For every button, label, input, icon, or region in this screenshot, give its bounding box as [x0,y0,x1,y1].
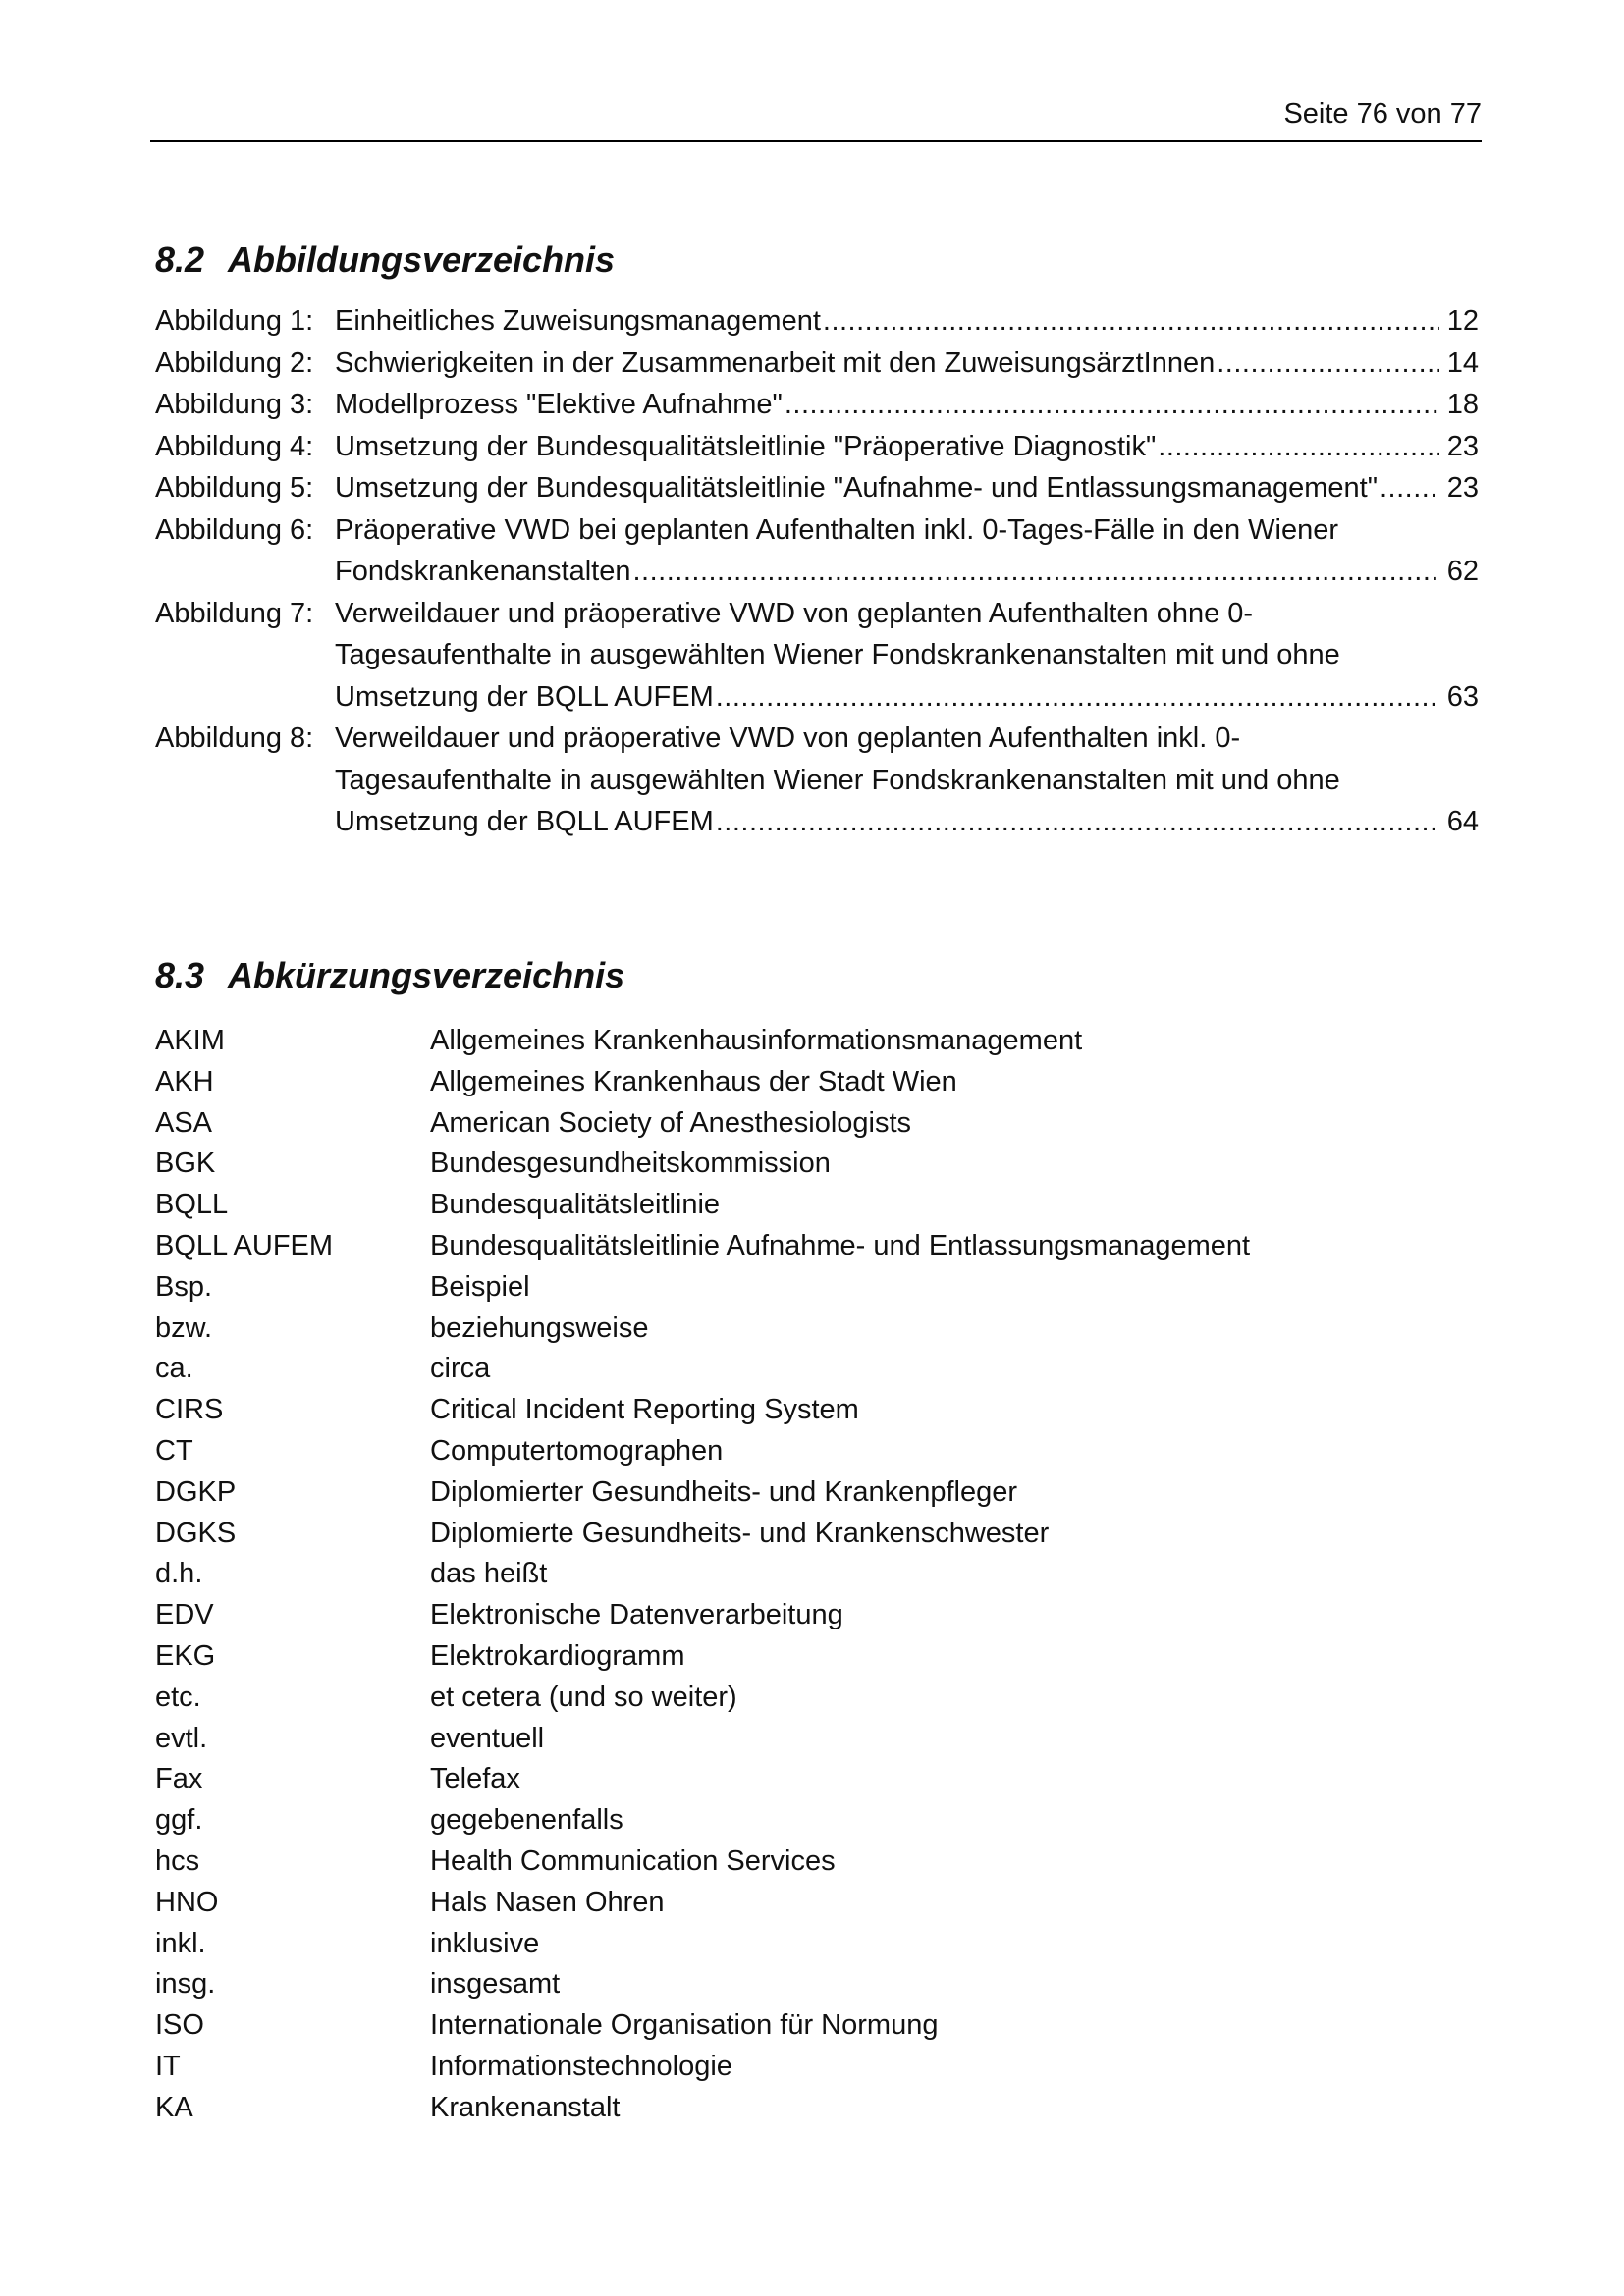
abbreviations-section-heading [155,952,624,999]
figure-caption-line: Verweildauer und präoperative VWD von geplanten Aufenthalten inkl. 0- [335,722,1241,754]
figure-caption-line: Präoperative VWD bei geplanten Aufenthalten inkl. 0-Tages-Fälle in den Wiener [335,513,1339,546]
figure-entry[interactable] [155,343,1479,385]
abbreviation-meaning: Diplomierter Gesundheits- und Krankenpfleger [430,1475,1018,1508]
abbreviation-row [155,1431,1471,1472]
abbreviation-row [155,1883,1471,1924]
figure-entry[interactable] [155,593,1479,719]
dot-leader [1380,467,1439,509]
abbreviation-row [155,1062,1471,1103]
figure-label: Abbildung 7: [155,597,314,629]
figure-caption-line: Umsetzung der BQLL AUFEM [335,806,714,837]
abbreviation-row [155,1267,1471,1308]
figure-page-number: 23 [1446,472,1479,504]
abbreviation-meaning: Allgemeines Krankenhausinformationsmanagement [430,1025,1083,1056]
abbreviation: bzw. [155,1311,213,1344]
abbreviation: ASA [155,1106,213,1139]
abbreviation: IT [155,2050,181,2082]
figure-page-number: 64 [1446,806,1479,837]
abbreviation-row [155,1964,1471,2005]
abbreviation-meaning: Elektronische Datenverarbeitung [430,1599,843,1631]
abbreviation-row [155,1636,1471,1678]
figure-label: Abbildung 8: [155,722,314,754]
figures-section-title: Abbildungsverzeichnis [228,240,616,280]
figure-page-number: 18 [1446,389,1479,420]
abbreviation: etc. [155,1681,201,1713]
abbreviation: insg. [155,1968,216,2001]
figure-entry[interactable] [155,718,1479,843]
figure-page-number: 14 [1446,347,1479,379]
dot-leader [716,676,1439,719]
abbreviation-row [155,1103,1471,1145]
figure-caption-line: Fondskrankenanstalten [335,556,631,587]
figures-section-number: 8.2 [155,240,205,280]
abbreviation: evtl. [155,1722,208,1754]
figure-label: Abbildung 3: [155,389,314,420]
header-rule [150,140,1482,142]
abbreviation-meaning: beziehungsweise [430,1311,649,1344]
abbreviation: KA [155,2091,193,2123]
abbreviation-meaning: Critical Incident Reporting System [430,1394,859,1426]
dot-leader [1217,343,1439,385]
figure-caption-line: Umsetzung der Bundesqualitätsleitlinie "Aufnahme- und Entlassungsmanagement" [335,472,1378,504]
abbreviation: ISO [155,2009,204,2042]
dot-leader [716,801,1439,843]
abbreviation-row [155,1759,1471,1800]
abbreviation-meaning: Bundesqualitätsleitlinie [430,1189,721,1221]
figure-caption-line: Einheitliches Zuweisungsmanagement [335,305,821,337]
abbreviation-row [155,1144,1471,1185]
abbreviation-meaning: Informationstechnologie [430,2050,732,2082]
abbreviation-row [155,1390,1471,1431]
abbreviation-meaning: insgesamt [430,1968,561,2001]
abbreviation-meaning: American Society of Anesthesiologists [430,1106,912,1139]
abbreviation-row [155,2047,1471,2088]
figure-page-number: 23 [1446,430,1479,462]
page-number-header: Seite 76 von 77 [1283,98,1482,130]
abbreviation: EKG [155,1639,216,1672]
figure-caption-line: Schwierigkeiten in der Zusammenarbeit mit den ZuweisungsärztInnen [335,347,1216,379]
figure-page-number: 63 [1446,680,1479,713]
figure-page-number: 62 [1446,556,1479,587]
abbreviation: CIRS [155,1394,224,1426]
abbreviation-row [155,1226,1471,1267]
abbreviation: HNO [155,1886,219,1918]
figure-entry[interactable] [155,384,1479,426]
abbreviations-section-number: 8.3 [155,955,205,995]
abbreviation-row [155,1349,1471,1390]
figure-label: Abbildung 5: [155,472,314,504]
figure-caption-line: Modellprozess "Elektive Aufnahme" [335,389,783,420]
abbreviation-meaning: Beispiel [430,1270,530,1303]
figure-entry[interactable] [155,467,1479,509]
figure-label: Abbildung 2: [155,347,314,379]
abbreviation-meaning: Bundesgesundheitskommission [430,1148,831,1180]
abbreviation-row [155,2088,1471,2129]
abbreviation-meaning: Bundesqualitätsleitlinie Aufnahme- und Entlassungsmanagement [430,1229,1251,1261]
figure-caption-line: Umsetzung der BQLL AUFEM [335,680,714,713]
abbreviation: ggf. [155,1804,203,1837]
abbreviation-meaning: inklusive [430,1927,540,1959]
abbreviation: BQLL [155,1189,229,1221]
abbreviation-row [155,1719,1471,1760]
dot-leader [1158,426,1439,468]
figure-caption-line: Tagesaufenthalte in ausgewählten Wiener Fondskrankenanstalten mit und ohne [335,639,1340,670]
abbreviations-section-title: Abkürzungsverzeichnis [228,955,625,995]
abbreviation-row [155,1678,1471,1719]
abbreviation-row [155,1472,1471,1514]
figures-section-heading [155,237,615,284]
abbreviation-meaning: eventuell [430,1722,545,1754]
figure-label: Abbildung 1: [155,305,314,337]
abbreviation-meaning: circa [430,1353,491,1385]
dot-leader [785,384,1439,426]
abbreviation: Bsp. [155,1270,213,1303]
abbreviation: DGKP [155,1475,237,1508]
figure-entry[interactable] [155,300,1479,343]
figure-caption-line: Verweildauer und präoperative VWD von geplanten Aufenthalten ohne 0- [335,597,1254,629]
dot-leader [823,300,1439,343]
figure-page-number: 12 [1446,305,1479,337]
abbreviation-meaning: Telefax [430,1763,520,1795]
abbreviation: AKIM [155,1025,225,1056]
abbreviation-meaning: Allgemeines Krankenhaus der Stadt Wien [430,1065,957,1097]
abbreviation-meaning: Diplomierte Gesundheits- und Krankenschwester [430,1517,1050,1549]
abbreviation: CT [155,1434,193,1467]
abbreviation-list [155,1021,1471,2129]
abbreviation-meaning: gegebenenfalls [430,1804,623,1837]
abbreviation-meaning: Health Communication Services [430,1844,836,1877]
figure-label: Abbildung 6: [155,513,314,546]
abbreviation-row [155,1554,1471,1595]
figure-caption-line: Umsetzung der Bundesqualitätsleitlinie "Präoperative Diagnostik" [335,430,1157,462]
abbreviation: inkl. [155,1927,206,1959]
abbreviation-meaning: Computertomographen [430,1434,724,1467]
abbreviation-meaning: das heißt [430,1558,548,1590]
abbreviation-row [155,1308,1471,1350]
abbreviation-meaning: Krankenanstalt [430,2091,621,2123]
abbreviation: EDV [155,1599,214,1631]
abbreviation: AKH [155,1065,214,1097]
abbreviation: BGK [155,1148,216,1180]
abbreviation-meaning: Internationale Organisation für Normung [430,2009,939,2042]
figure-list [155,300,1479,843]
abbreviation-meaning: Hals Nasen Ohren [430,1886,665,1918]
abbreviation: DGKS [155,1517,237,1549]
abbreviation-row [155,1185,1471,1226]
abbreviation-row [155,1595,1471,1636]
abbreviation: ca. [155,1353,193,1385]
abbreviation-row [155,1514,1471,1555]
abbreviation: d.h. [155,1558,203,1590]
abbreviation: hcs [155,1844,200,1877]
figure-entry[interactable] [155,509,1479,593]
figure-label: Abbildung 4: [155,430,314,462]
dot-leader [632,551,1439,593]
abbreviation: BQLL AUFEM [155,1229,334,1261]
figure-caption-line: Tagesaufenthalte in ausgewählten Wiener Fondskrankenanstalten mit und ohne [335,764,1340,796]
abbreviation-row [155,2005,1471,2047]
abbreviation-row [155,1924,1471,1965]
figure-entry[interactable] [155,426,1479,468]
abbreviation-row [155,1021,1471,1062]
abbreviation-meaning: et cetera (und so weiter) [430,1681,737,1713]
abbreviation-row [155,1800,1471,1842]
abbreviation-row [155,1842,1471,1883]
abbreviation: Fax [155,1763,203,1795]
abbreviation-meaning: Elektrokardiogramm [430,1639,685,1672]
